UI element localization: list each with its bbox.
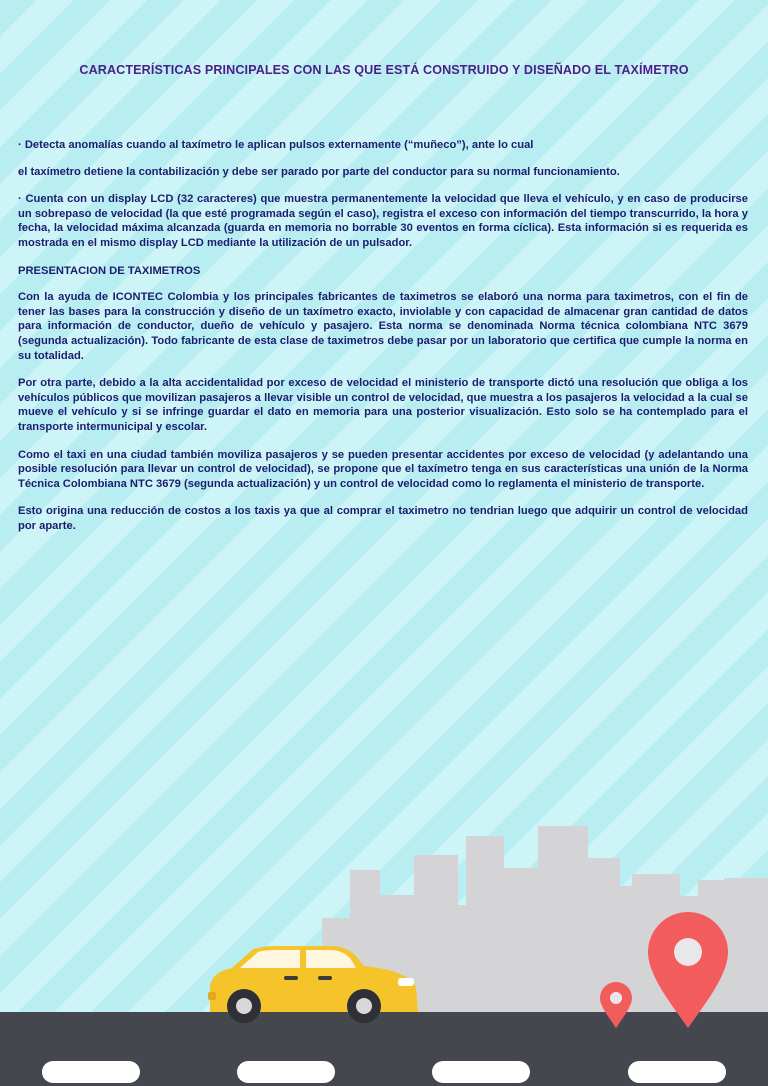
paragraph-ministerio: Por otra parte, debido a la alta accidentalidad por exceso de velocidad el ministerio de transporte dictó una resolución que obliga a los vehículos públicos que movilizan pasajeros a llevar visible un control de velocidad, que muestra a los pasajeros la velocidad a la cual se mueve el vehículo y si se infringe guardar el dato en memoria para una posterior visualización. Esto solo se ha contemplado para el transporte intermunicipal y escolar. [18,377,748,433]
page-title: CARACTERÍSTICAS PRINCIPALES CON LAS QUE ESTÁ CONSTRUIDO Y DISEÑADO EL TAXÍMETRO [79,63,689,77]
paragraph-icontec: Con la ayuda de ICONTEC Colombia y los principales fabricantes de taximetros se elaboró una norma para taximetros, con el fin de tener las bases para la construcción y diseño de un taxímetro exacto, inviolable y con capacidad de almacenar gran cantidad de datos para información de conductor, dueño de vehículo y pasajero. Esta norma se denominada Norma técnica colombiana NTC 3679 (segunda actualización). Todo fabricante de esta clase de taximetros debe pasar por un laboratorio que certifica que cumple la norma en su totalidad. [18,291,748,362]
paragraph-bullet-1-continued: el taxímetro detiene la contabilización y debe ser parado por parte del conductor para su normal funcionamiento. [18,165,620,178]
section-heading: PRESENTACION DE TAXIMETROS [18,264,201,277]
paragraph-propuesta: Como el taxi en una ciudad también moviliza pasajeros y se pueden presentar accidentes por exceso de velocidad (y adelantando una posible resolución para llevar un control de velocidad), se propone que el taxímetro tenga en sus características una unión de la Norma Técnica Colombiana NTC 3679 (segunda actualización) y un control de velocidad como lo reglamenta el ministerio de transporte. [18,448,748,490]
paragraph-costos: Esto origina una reducción de costos a los taxis ya que al comprar el taximetro no tendrian luego que adquirir un control de velocidad por aparte. [18,505,748,532]
paragraph-bullet-2: · Cuenta con un display LCD (32 caracteres) que muestra permanentemente la velocidad que lleva el vehículo, y en caso de producirse un sobrepaso de velocidad (la que esté programada según el caso), registra el exceso con información del tiempo transcurrido, la hora y fecha, la velocidad máxima alcanzada (guarda en memoria no borrable 30 eventos en forma cíclica). Esta información si es requerida es mostrada en el mismo display LCD mediante la utilización de un pulsador. [18,193,748,249]
document-body [18,138,748,533]
paragraph-bullet-1: · Detecta anomalías cuando al taxímetro le aplican pulsos externamente (“muñeco”), ante lo cual [18,139,534,151]
street-illustration [0,800,768,1086]
